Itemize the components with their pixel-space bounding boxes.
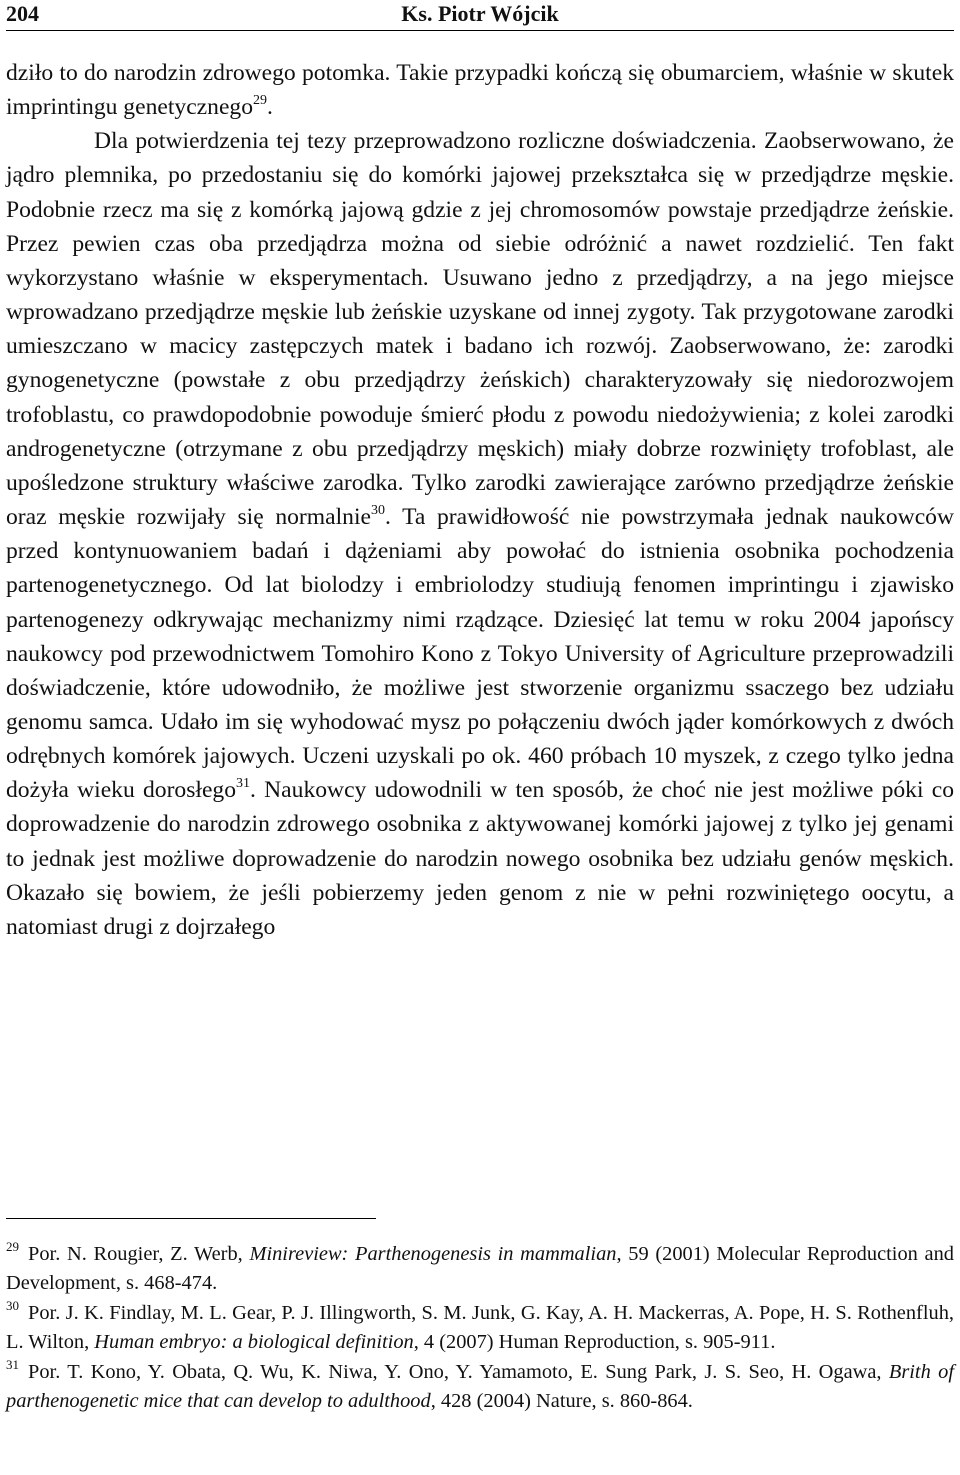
main-text bbox=[6, 56, 954, 944]
footnote-authors: Por. J. K. Findlay, M. L. Gear, P. J. Illingworth, S. M. Junk, G. Kay, A. H. Mackerras, A. Pope, H. S. Rothenfluh, L. Wilton, bbox=[6, 1301, 954, 1354]
text-run: . bbox=[267, 94, 273, 121]
paragraph bbox=[6, 124, 954, 944]
footnotes bbox=[6, 1240, 954, 1416]
footnote-31 bbox=[6, 1358, 954, 1417]
footnote-title: Brith of parthenogenetic mice that can develop to adulthood bbox=[6, 1360, 954, 1413]
footnote-source: , 4 (2007) Human Reproduction, s. 905-911. bbox=[413, 1331, 776, 1354]
page bbox=[6, 0, 954, 1475]
footnote-30 bbox=[6, 1299, 954, 1358]
text-run: Dla potwierdzenia tej tezy przeprowadzono rozliczne doświadczenia. Zaobserwowano, że jądro plemnika, po przedostaniu się do komórki jajowej przekształca się w przedjądrze męskie. Podobnie rzecz ma się z komórką jajową gdzie z jej chromosomów powstaje przedjądrze żeńskie. Przez pewien czas oba przedjądrza można od siebie odróżnić a nawet rozdzielić. Ten fakt wykorzystano właśnie w eksperymentach. Usuwano jedno z przedjądrzy, a na jego miejsce wprowadzano przedjądrze męskie lub żeńskie uzyskane od innej zygoty. Tak przygotowane zarodki umieszczano w macicy zastępczych matek i badano ich rozwój. Zaobserwowano, że: zarodki gynogenetyczne (powstałe z obu przedjądrzy żeńskich) charakteryzowały się niedorozwojem trofoblastu, co prawdopodobnie powoduje śmierć płodu z powodu niedożywienia; z kolei zarodki androgenetyczne (otrzymane z obu przedjądrzy męskich) miały dobrze rozwinięty trofoblast, ale upośledzone struktury właściwe zarodka. Tylko zarodki zawierające zarówno przedjądrze żeńskie oraz męskie rozwijały się normalnie bbox=[6, 128, 954, 531]
text-run: dziło to do narodzin zdrowego potomka. Takie przypadki kończą się obumarciem, właśnie w skutek imprintingu genetycznego bbox=[6, 60, 954, 121]
text-run: . Ta prawidłowość nie powstrzymała jednak naukowców przed kontynuowaniem badań i dążeniami aby powołać do istnienia osobnika pochodzenia partenogenetycznego. Od lat biolodzy i embriolodzy studiują fenomen imprintingu i zjawisko partenogenezy odkrywając mechanizmy nimi rządzące. Dziesięć lat temu w roku 2004 japońscy naukowcy pod przewodnictwem Tomohiro Kono z Tokyo University of Agriculture przeprowadzili doświadczenie, które udowodniło, że możliwe jest stworzenie organizmu ssaczego bez udziału genomu samca. Udało im się wyhodować mysz po połączeniu dwóch jąder komórkowych z dwóch odrębnych komórek jajowych. Uczeni uzyskali po ok. 460 próbach 10 myszek, z czego tylko jedna dożyła wieku dorosłego bbox=[6, 504, 954, 804]
footnote-authors: Por. N. Rougier, Z. Werb, bbox=[28, 1243, 250, 1265]
footnote-separator bbox=[6, 1218, 376, 1219]
footnote-number: 30 bbox=[6, 1297, 19, 1313]
footnote-title: Minireview: Parthenogenesis in mammalian bbox=[249, 1243, 617, 1265]
footnote-source: , 59 (2001) Molecular Reproduction and Development, s. 468-474. bbox=[6, 1243, 954, 1295]
footnote-ref-30[interactable]: 30 bbox=[370, 503, 385, 519]
running-header bbox=[6, 0, 954, 31]
running-title: Ks. Piotr Wójcik bbox=[401, 1, 559, 26]
page-number: 204 bbox=[6, 1, 39, 26]
footnote-ref-31[interactable]: 31 bbox=[236, 776, 251, 792]
footnote-authors: Por. T. Kono, Y. Obata, Q. Wu, K. Niwa, Y. Ono, Y. Yamamoto, E. Sung Park, J. S. Seo, H. Ogawa, bbox=[28, 1360, 889, 1383]
footnote-ref-29[interactable]: 29 bbox=[253, 93, 268, 109]
paragraph-continued bbox=[6, 56, 954, 124]
footnote-number: 31 bbox=[6, 1356, 19, 1372]
footnote-title: Human embryo: a biological definition bbox=[94, 1331, 414, 1354]
text-run: . Naukowcy udowodnili w ten sposób, że choć nie jest możliwe póki co doprowadzenie do narodzin zdrowego osobnika z aktywowanej komórki jajowej z tylko jej genami to jednak jest możliwe doprowadzenie do narodzin nowego osobnika bez udziału genów męskich. Okazało się bowiem, że jeśli pobierzemy jeden genom z nie w pełni rozwiniętego oocytu, a natomiast drugi z dojrzałego bbox=[6, 777, 954, 940]
footnote-source: , 428 (2004) Nature, s. 860-864. bbox=[430, 1390, 693, 1413]
footnote-number: 29 bbox=[6, 1239, 19, 1254]
footnote-29 bbox=[6, 1240, 954, 1299]
